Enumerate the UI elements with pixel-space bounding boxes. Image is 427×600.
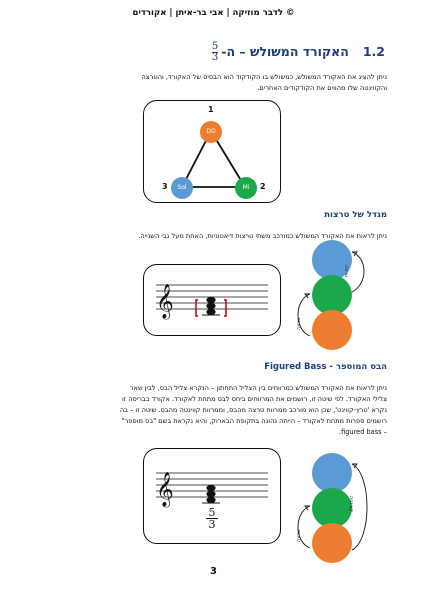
intro-line-2: והקווינטה שלו מהווים את הקודקודים האחרים.	[257, 84, 387, 92]
figure-top: 5	[208, 506, 216, 519]
treble-clef-icon-2: 𝄞	[156, 472, 174, 507]
node-sol-number: 3	[162, 182, 168, 191]
node-mi-label: Mi	[242, 184, 250, 191]
node-sol	[171, 177, 193, 199]
bracket-left-icon	[196, 300, 198, 316]
figured-line-1: ניתן לראות את האקורד המשולש כמרווחים בין הצליל התחתון – הנקרא צליל הבס, לבין שאר	[129, 384, 387, 392]
figured-bass-heading: הבס המוספר - Figured Bass	[264, 362, 387, 372]
figured-bass-paragraph	[27, 383, 387, 438]
page-header: © לדבר מוזיקה | אבי בר-איתן | אקורדים	[132, 8, 295, 18]
figured-line-2: צלילי האקורד. לפי שיטה זו, רושמים את המרווחים ביחס לבס מתחת לאקורד. אקורד בבריסה זו	[122, 395, 387, 403]
figure-bottom: 3	[206, 518, 218, 530]
node-sol-label: Sol	[177, 184, 187, 191]
node-do-number: 1	[208, 105, 214, 114]
figured-third-arrow-label: טרצה	[296, 529, 302, 542]
section-title-text: האקורד המשולש – ה-	[221, 44, 349, 59]
figured-arrows	[288, 460, 378, 560]
fraction-top: 5	[211, 41, 219, 52]
tower-staff	[144, 265, 280, 335]
tower-upper-arrow-label: טרצה	[343, 265, 349, 278]
node-mi-number: 2	[260, 182, 266, 191]
tower-lower-arrow-label: טרצה	[296, 317, 302, 330]
treble-clef-icon: 𝄞	[156, 284, 174, 319]
bracket-right-icon	[224, 300, 226, 316]
figured-fifth-arrow-label: קווינטה	[348, 496, 354, 512]
upper-third-arrow-icon	[352, 252, 364, 292]
section-number: 1.2	[362, 44, 385, 59]
triangle-diagram-box	[143, 100, 281, 203]
node-do	[200, 121, 222, 143]
figured-line-3: נקרא 'טרץ-קווינט', שכן הוא מורכב ממרווח טרצה מהבס, וממרווח קווינטה מהבס. שיטה זו – בה	[119, 406, 387, 414]
intro-paragraph	[27, 72, 387, 94]
figured-line-5: – figured bass.	[338, 428, 387, 436]
node-mi	[235, 177, 257, 199]
chord-notes-icon	[206, 297, 215, 315]
fraction-bottom: 3	[211, 52, 219, 63]
tower-paragraph: ניתן לראות את האקורד המשולש כמורכב משתי טרצות דיאטוניות, האחת מעל גבי השנייה.	[138, 232, 387, 240]
node-do-label: DO	[206, 128, 216, 135]
page-number: 3	[210, 566, 217, 577]
tower-arrows	[288, 248, 378, 348]
figured-staff-box	[143, 448, 281, 544]
figured-bass-numbers	[206, 507, 218, 530]
section-title	[209, 42, 385, 63]
section-title-fraction	[212, 42, 218, 63]
chord-notes-icon-2	[206, 485, 215, 503]
tower-heading: מגדל של טרצות	[324, 210, 387, 220]
fifth-arrow-icon	[352, 464, 367, 550]
tower-staff-box	[143, 264, 281, 336]
intro-line-1: ניתן להציג את האקורד המשולש, כמשולש בו הקודקוד הוא הבסיס של האקורד, והטרצה	[141, 73, 387, 81]
figured-line-4: רושמים ספרות מתחת לאקורד – הייתה נהוגה בתקופת הבארוק, והיא נקראת בשם "בס מוספר"	[121, 417, 387, 425]
